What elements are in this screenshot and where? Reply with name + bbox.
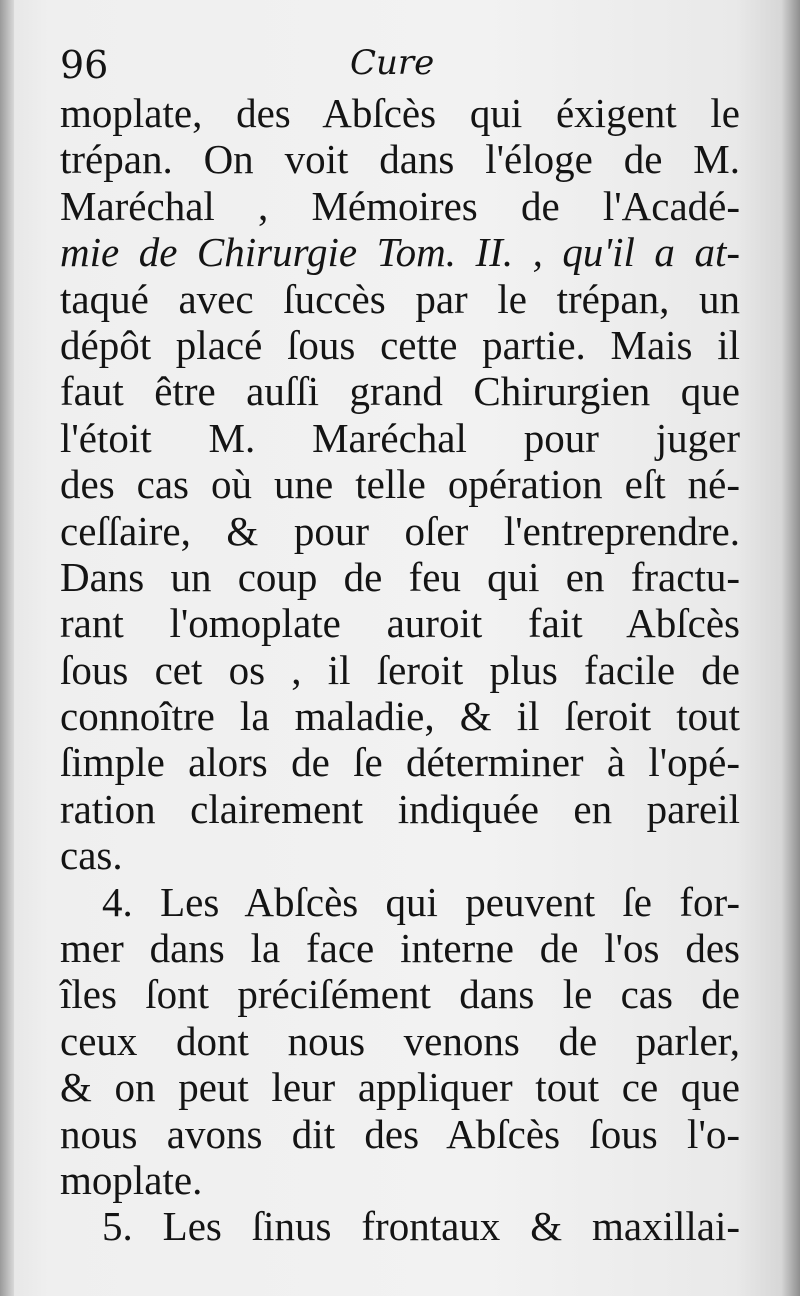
page-number: 96 bbox=[60, 43, 109, 87]
text-line: ceux dont nous venons de parler, bbox=[60, 1017, 740, 1064]
text-line: îles ſont préciſément dans le cas de bbox=[60, 971, 740, 1018]
text-line: rant l'omoplate auroit fait Abſcès bbox=[60, 600, 740, 647]
text-line: trépan. On voit dans l'éloge de M. bbox=[60, 136, 740, 183]
text-line: des cas où une telle opération eſt né- bbox=[60, 461, 740, 508]
text-line: Dans un coup de feu qui en fractu- bbox=[60, 553, 740, 600]
body-text bbox=[60, 90, 740, 1250]
text-line: ſous cet os , il ſeroit plus facile de bbox=[60, 646, 740, 693]
text-line: 4. Les Abſcès qui peuvent ſe for- bbox=[102, 878, 740, 925]
text-line: connoître la maladie, & il ſeroit tout bbox=[60, 693, 740, 740]
text-line: 5. Les ſinus frontaux & maxillai- bbox=[102, 1203, 740, 1250]
running-title: Cure bbox=[350, 43, 435, 83]
text-line: ceſſaire, & pour oſer l'entreprendre. bbox=[60, 507, 740, 554]
text-line: mie de Chirurgie Tom. II. , qu'il a at- bbox=[60, 229, 740, 276]
text-line: moplate. bbox=[60, 1156, 203, 1203]
page-edge-shadow bbox=[782, 0, 800, 1296]
text-line: dépôt placé ſous cette partie. Mais il bbox=[60, 321, 740, 368]
text-line: taqué avec ſuccès par le trépan, un bbox=[60, 275, 740, 322]
page-header bbox=[60, 40, 740, 90]
text-line: ration clairement indiquée en pareil bbox=[60, 785, 740, 832]
text-line: ſimple alors de ſe déterminer à l'opé- bbox=[60, 739, 740, 786]
text-line: cas. bbox=[60, 832, 123, 879]
text-line: moplate, des Abſcès qui éxigent le bbox=[60, 90, 740, 136]
text-line: & on peut leur appliquer tout ce que bbox=[60, 1064, 740, 1111]
text-line: Maréchal , Mémoires de l'Acadé- bbox=[60, 182, 740, 229]
text-line: nous avons dit des Abſcès ſous l'o- bbox=[60, 1110, 740, 1157]
text-line: l'étoit M. Maréchal pour juger bbox=[60, 414, 740, 461]
text-line: faut être auſſi grand Chirurgien que bbox=[60, 368, 740, 415]
text-line: mer dans la face interne de l'os des bbox=[60, 925, 740, 972]
page-gutter-shadow bbox=[0, 0, 14, 1296]
